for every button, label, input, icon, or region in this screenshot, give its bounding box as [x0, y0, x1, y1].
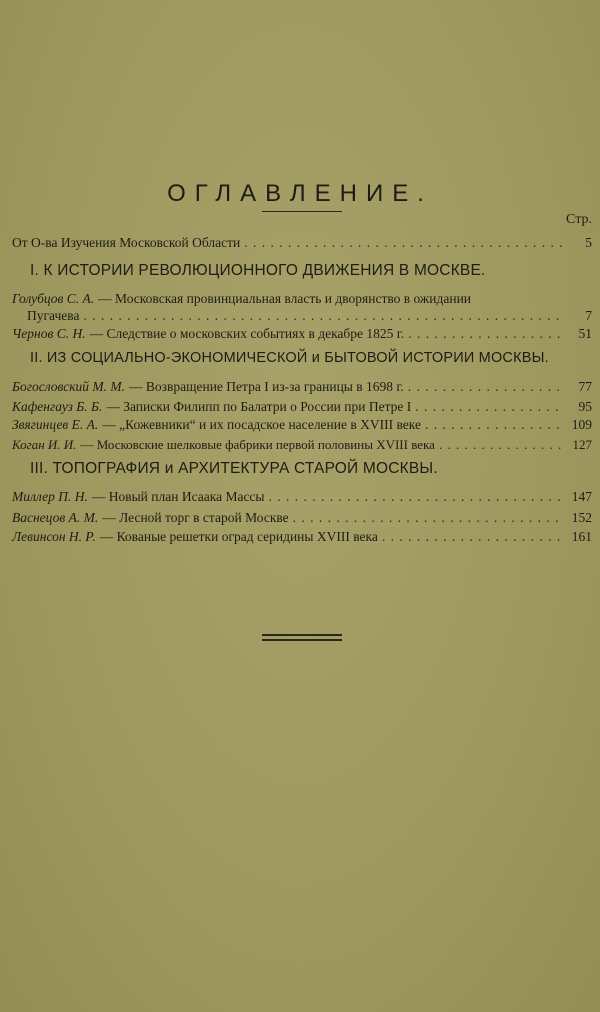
leader-dots — [244, 234, 562, 251]
entry-text: — Московские шелковые фабрики первой половины XVIII века — [80, 437, 435, 452]
entry-text: — Записки Филипп по Балатри о России при Петре I — [106, 399, 412, 414]
toc-entry[interactable] — [12, 416, 592, 433]
leader-dots — [439, 436, 562, 453]
leader-dots — [83, 307, 562, 324]
entry-author: Богословский М. М. — [12, 379, 126, 394]
toc-entry-intro[interactable] — [12, 234, 592, 251]
entry-text: — Возвращение Петра I из-за границы в 1698 г. — [129, 379, 404, 394]
page-number: 109 — [571, 417, 592, 432]
closing-rule-bottom — [262, 639, 342, 641]
entry-text: — Кованые решетки оград серидины XVIII века — [99, 529, 378, 544]
page-number: 51 — [578, 326, 592, 341]
title-underline — [262, 211, 342, 212]
page-title: ОГЛАВЛЕНИЕ. — [167, 180, 433, 207]
entry-text: От О-ва Изучения Московской Области — [12, 235, 241, 250]
leader-dots — [382, 528, 562, 545]
closing-rule-top — [262, 634, 342, 636]
page-number: 127 — [572, 437, 592, 452]
entry-author: Чернов С. Н. — [12, 326, 86, 341]
page-number: 5 — [585, 235, 592, 250]
entry-text: — Следствие о московских событиях в декабре 1825 г. — [89, 326, 405, 341]
leader-dots — [425, 416, 562, 433]
entry-text: — Лесной торг в старой Москве — [102, 510, 289, 525]
section-heading-1: I. К ИСТОРИИ РЕВОЛЮЦИОННОГО ДВИЖЕНИЯ В МОСКВЕ. — [30, 262, 486, 279]
toc-entry[interactable] — [12, 398, 592, 415]
entry-author: Васнецов А. М. — [12, 510, 99, 525]
entry-text: — Московская провинциальная власть и дворянство в ожидании — [98, 291, 472, 306]
toc-entry[interactable] — [12, 488, 592, 505]
entry-author: Коган И. И. — [12, 437, 77, 452]
leader-dots — [408, 325, 562, 342]
toc-entry-continuation[interactable] — [27, 307, 592, 324]
toc-entry[interactable] — [12, 436, 592, 453]
page-number: 152 — [571, 510, 592, 525]
entry-text: — Новый план Исаака Массы — [91, 489, 265, 504]
page-number: 95 — [578, 399, 592, 414]
page-number: 77 — [578, 379, 592, 394]
leader-dots — [293, 509, 562, 526]
toc-entry[interactable] — [12, 325, 592, 342]
entry-author: Левинсон Н. Р. — [12, 529, 96, 544]
leader-dots — [415, 398, 562, 415]
leader-dots — [269, 488, 563, 505]
entry-author: Кафенгауз Б. Б. — [12, 399, 103, 414]
section-heading-2: II. ИЗ СОЦИАЛЬНО-ЭКОНОМИЧЕСКОЙ и БЫТОВОЙ ИСТОРИИ МОСКВЫ. — [30, 350, 549, 366]
leader-dots — [408, 378, 562, 395]
section-heading-3: III. ТОПОГРАФИЯ и АРХИТЕКТУРА СТАРОЙ МОСКВЫ. — [30, 460, 438, 477]
entry-author: Миллер П. Н. — [12, 489, 88, 504]
page-column-label: Стр. — [566, 212, 592, 227]
entry-text: — „Кожевники“ и их посадское население в XVIII веке — [102, 417, 421, 432]
toc-entry[interactable] — [12, 378, 592, 395]
toc-entry[interactable] — [12, 528, 592, 545]
toc-entry[interactable] — [12, 509, 592, 526]
entry-author: Звягинцев Е. А. — [12, 417, 99, 432]
entry-author: Голубцов С. А. — [12, 291, 95, 306]
page-number: 147 — [571, 489, 592, 504]
entry-text-cont: Пугачева — [27, 308, 80, 323]
page-number: 161 — [571, 529, 592, 544]
page-number: 7 — [585, 308, 592, 323]
toc-entry[interactable] — [12, 290, 592, 307]
